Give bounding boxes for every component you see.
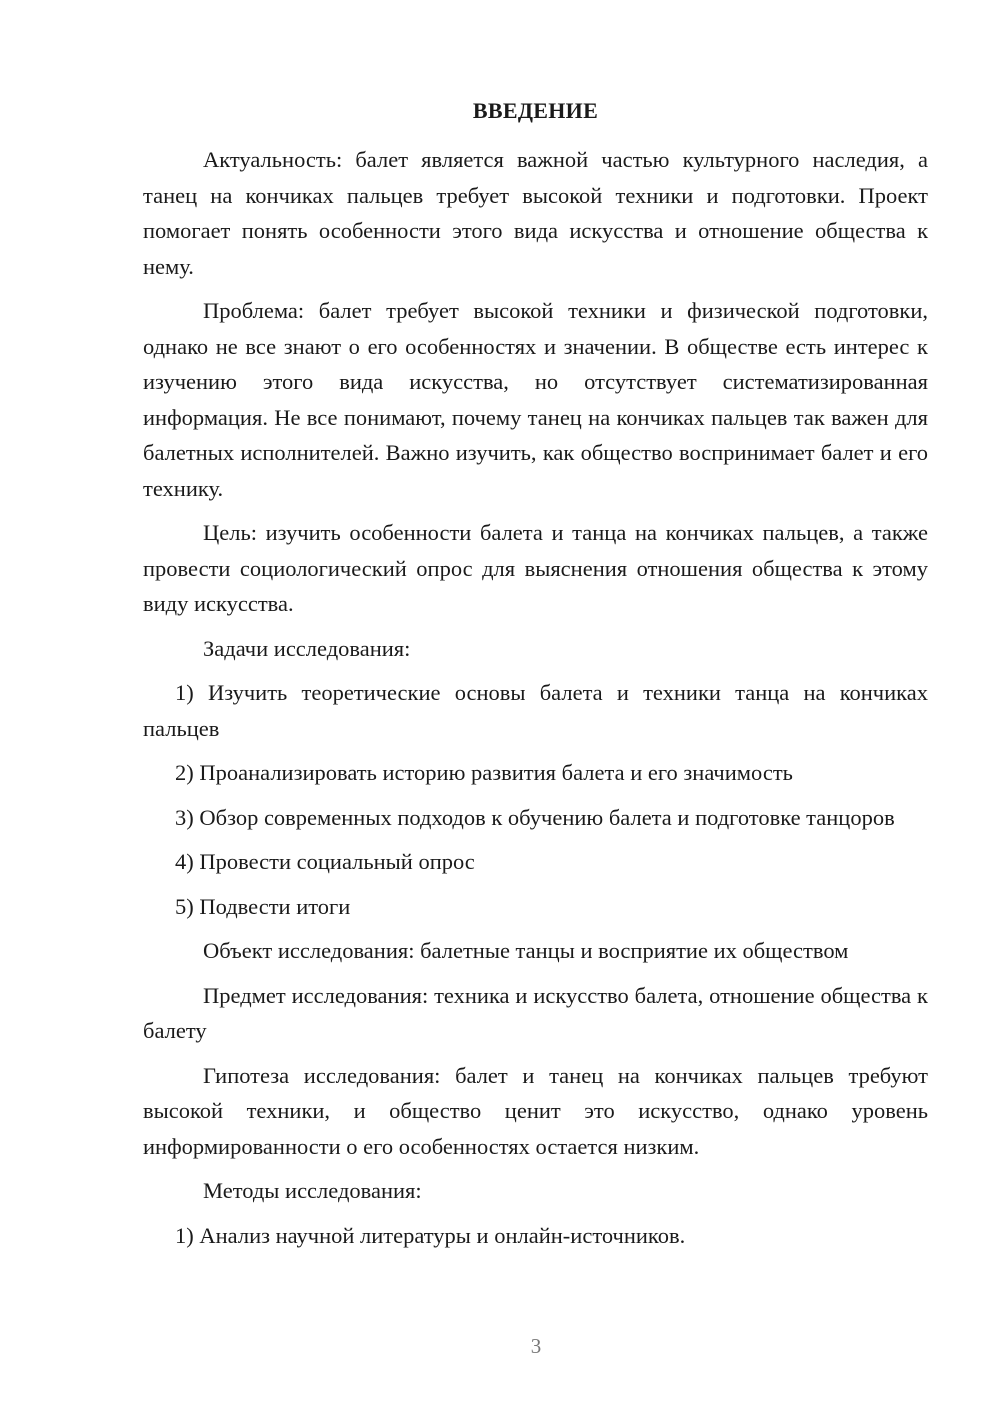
paragraph-subject: Предмет исследования: техника и искусство балета, отношение общества к балету bbox=[143, 982, 928, 1043]
page-title: ВВЕДЕНИЕ bbox=[472, 98, 599, 123]
document-body bbox=[143, 142, 928, 1262]
paragraph-problem: Проблема: балет требует высокой техники и физической подготовки, однако не все знают о его особенностях и значении. В обществе есть интерес к изучению этого вида искусства, но отсутствует систематизированная информация. Не все понимают, почему танец на кончиках пальцев так важен для балетных исполнителей. Важно изучить, как общество воспринимает балет и его технику. bbox=[143, 298, 928, 501]
list-item-task-1: 1) Изучить теоретические основы балета и техники танца на кончиках пальцев bbox=[143, 680, 928, 741]
list-item-method-1: 1) Анализ научной литературы и онлайн-источников. bbox=[175, 1222, 686, 1248]
list-item-task-4: 4) Провести социальный опрос bbox=[175, 849, 475, 874]
page-number: 3 bbox=[530, 1334, 542, 1358]
list-item-task-2: 2) Проанализировать историю развития балета и его значимость bbox=[175, 760, 793, 785]
paragraph-object: Объект исследования: балетные танцы и восприятие их обществом bbox=[203, 938, 849, 963]
paragraph-goal: Цель: изучить особенности балета и танца на кончиках пальцев, а также провести социологический опрос для выяснения отношения общества к этому виду искусства. bbox=[143, 520, 928, 616]
paragraph-methods-heading: Методы исследования: bbox=[203, 1178, 422, 1203]
list-item-task-3: 3) Обзор современных подходов к обучению балета и подготовке танцоров bbox=[175, 804, 895, 830]
paragraph-hypothesis: Гипотеза исследования: балет и танец на кончиках пальцев требуют высокой техники, и общество ценит это искусство, однако уровень информированности о его особенностях остается низким. bbox=[143, 1062, 928, 1159]
paragraph-tasks-heading: Задачи исследования: bbox=[203, 635, 411, 661]
list-item-task-5: 5) Подвести итоги bbox=[175, 893, 351, 919]
paragraph-relevance: Актуальность: балет является важной частью культурного наследия, а танец на кончиках пальцев требует высокой техники и подготовки. Проект помогает понять особенности этого вида искусства и отношение общества к нему. bbox=[143, 147, 928, 279]
